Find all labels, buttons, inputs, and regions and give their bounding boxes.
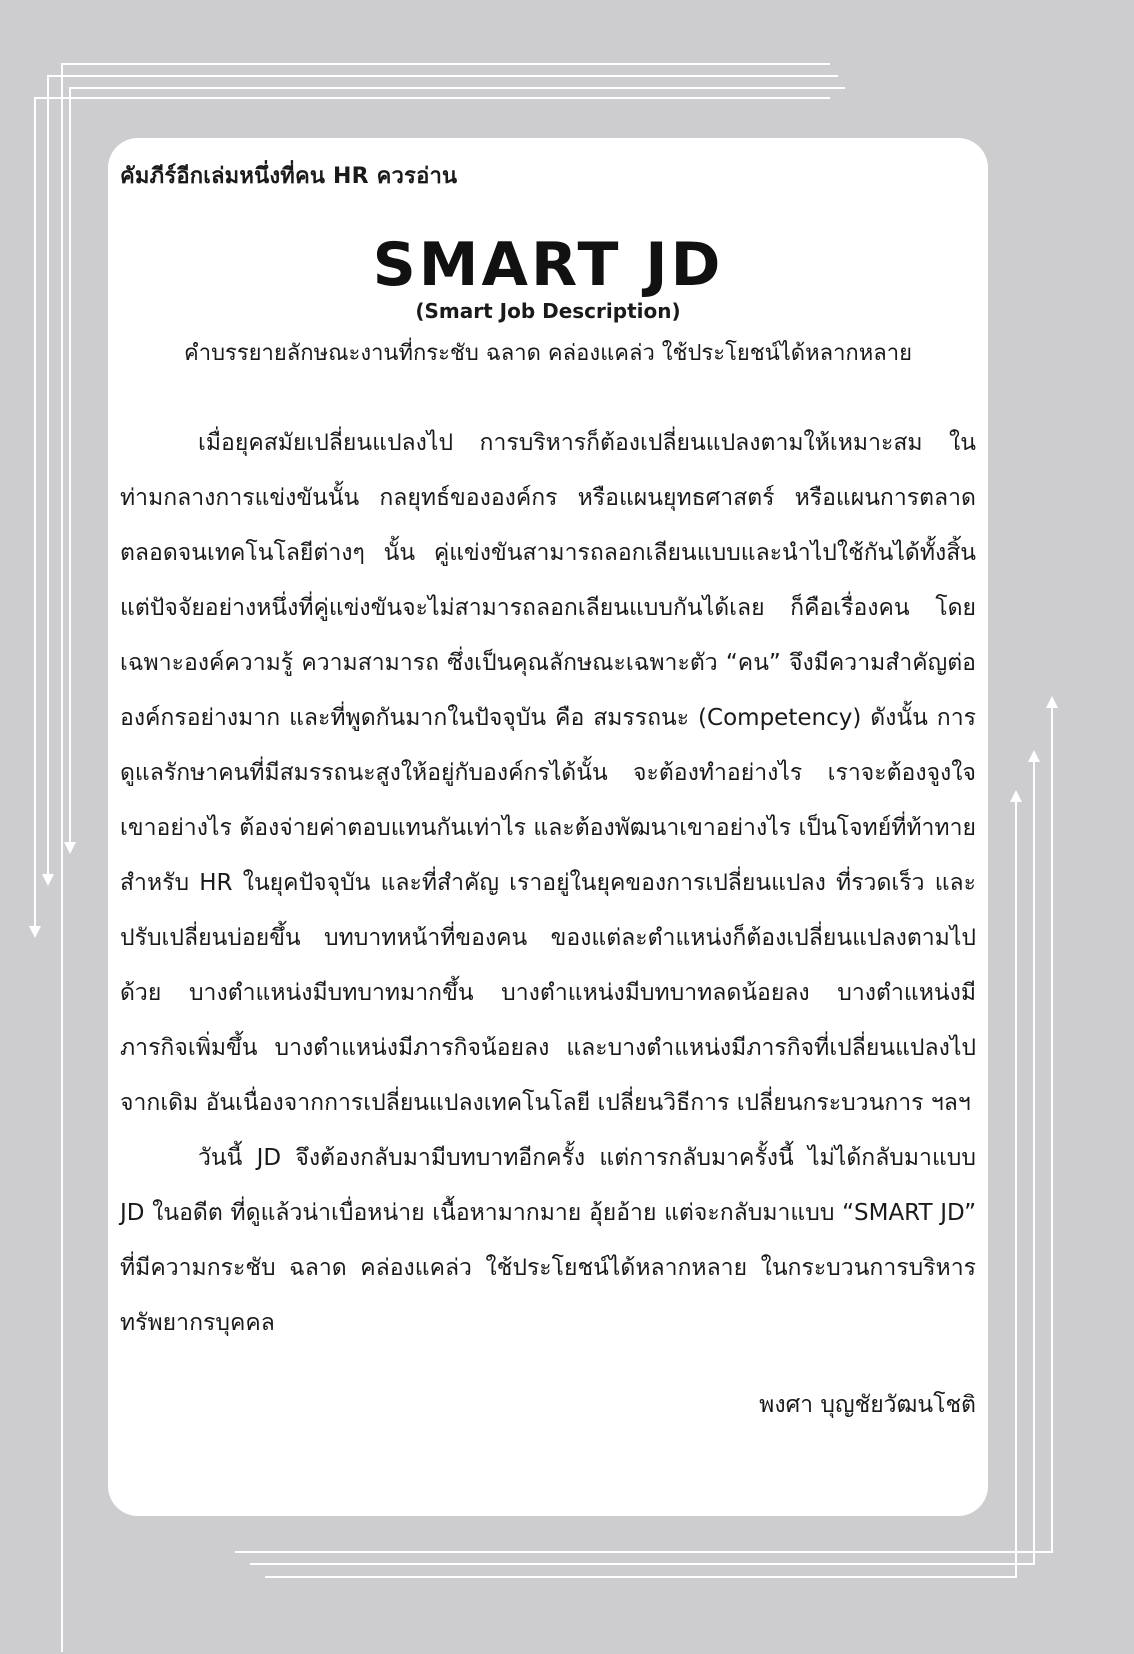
content-card <box>108 138 988 1516</box>
body-paragraph: เมื่อยุคสมัยเปลี่ยนแปลงไป การบริหารก็ต้องเปลี่ยนแปลงตามให้เหมาะสม ในท่ามกลางการแข่งขันนั้น กลยุทธ์ขององค์กร หรือแผนยุทธศาสตร์ หรือแผนการตลาด ตลอดจนเทคโนโลยีต่างๆ นั้น คู่แข่งขันสามารถลอกเลียนแบบและนำไปใช้กันได้ทั้งสิ้น แต่ปัจจัยอย่างหนึ่งที่คู่แข่งขันจะไม่สามารถลอกเลียนแบบกันได้เลย ก็คือเรื่องคน โดยเฉพาะองค์ความรู้ ความสามารถ ซึ่งเป็นคุณลักษณะเฉพาะตัว “คน” จึงมีความสำคัญต่อองค์กรอย่างมาก และที่พูดกันมากในปัจจุบัน คือ สมรรถนะ (Competency) ดังนั้น การดูแลรักษาคนที่มีสมรรถนะสูงให้อยู่กับองค์กรได้นั้น จะต้องทำอย่างไร เราจะต้องจูงใจเขาอย่างไร ต้องจ่ายค่าตอบแทนกันเท่าไร และต้องพัฒนาเขาอย่างไร เป็นโจทย์ที่ท้าทายสำหรับ HR ในยุคปัจจุบัน และที่สำคัญ เราอยู่ในยุคของการเปลี่ยนแปลง ที่รวดเร็ว และปรับเปลี่ยนบ่อยขึ้น บทบาทหน้าที่ของคน ของแต่ละตำแหน่งก็ต้องเปลี่ยนแปลงตามไปด้วย บางตำแหน่งมีบทบาทมากขึ้น บางตำแหน่งมีบทบาทลดน้อยลง บางตำแหน่งมีภารกิจเพิ่มขึ้น บางตำแหน่งมีภารกิจน้อยลง และบางตำแหน่งมีภารกิจที่เปลี่ยนแปลงไปจากเดิม อันเนื่องจากการเปลี่ยนแปลงเทคโนโลยี เปลี่ยนวิธีการ เปลี่ยนกระบวนการ ฯลฯ <box>120 430 976 1116</box>
author-signature: พงศา บุญชัยวัฒนโชติ <box>759 1392 976 1418</box>
book-title: SMART JD <box>372 230 724 300</box>
book-subtitle: (Smart Job Description) <box>415 299 681 323</box>
tagline: คัมภีร์อีกเล่มหนึ่งที่คน HR ควรอ่าน <box>120 164 458 189</box>
book-description: คำบรรยายลักษณะงานที่กระชับ ฉลาด คล่องแคล่ว ใช้ประโยชน์ได้หลากหลาย <box>184 341 912 366</box>
body-text <box>120 416 976 1351</box>
body-paragraph: วันนี้ JD จึงต้องกลับมามีบทบาทอีกครั้ง แต่การกลับมาครั้งนี้ ไม่ได้กลับมาแบบ JD ในอดีต ที่ดูแล้วน่าเบื่อหน่าย เนื้อหามากมาย อุ้ยอ้าย แต่จะกลับมาแบบ “SMART JD” ที่มีความกระชับ ฉลาด คล่องแคล่ว ใช้ประโยชน์ได้หลากหลาย ในกระบวนการบริหารทรัพยากรบุคคล <box>120 1145 976 1336</box>
